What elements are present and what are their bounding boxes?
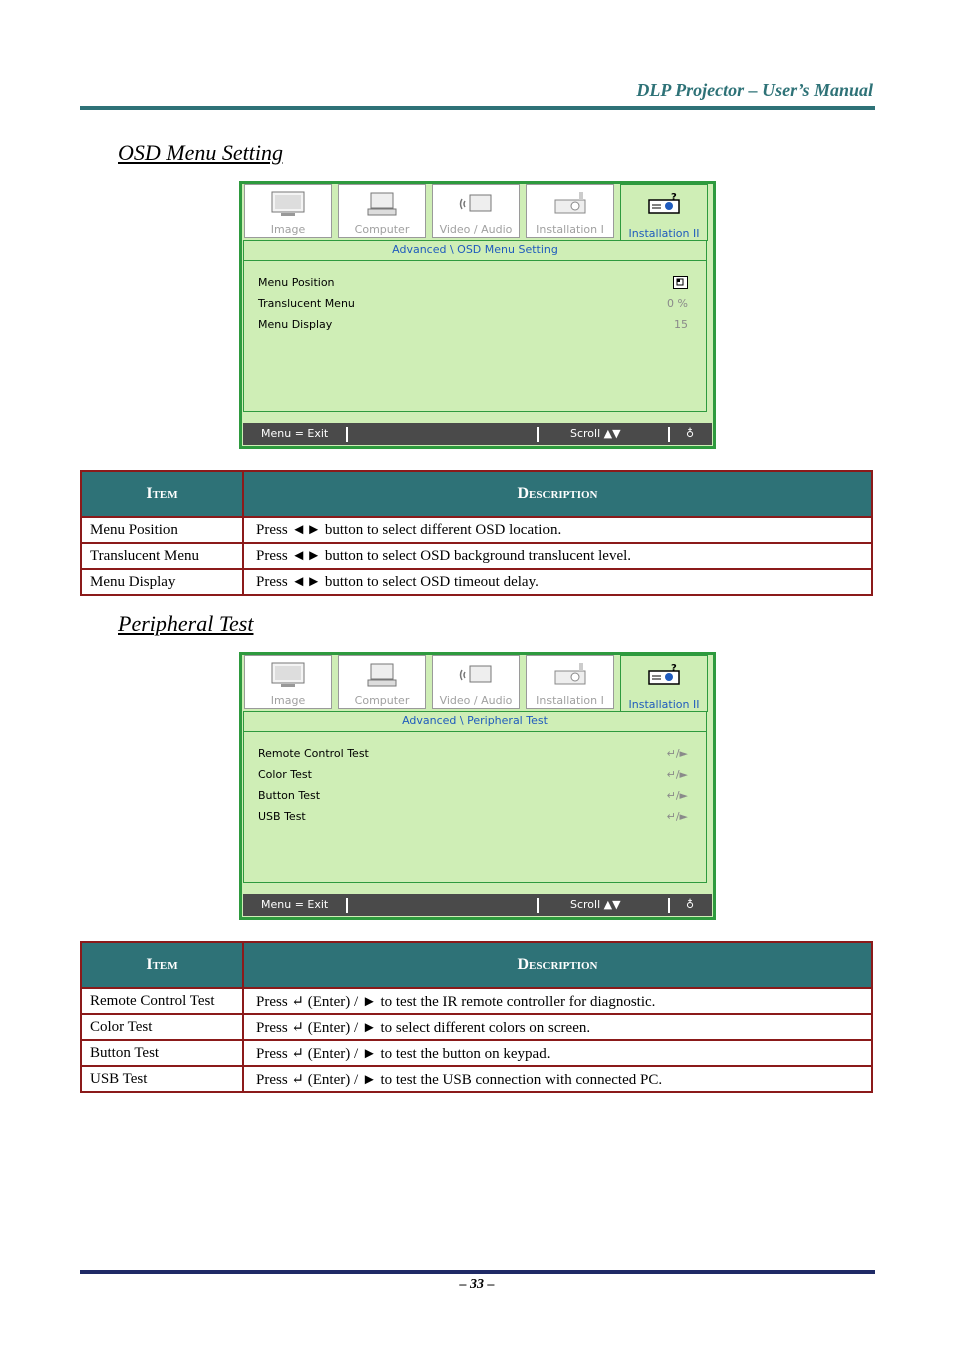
osd-tab-bar — [243, 655, 709, 711]
column-header-item: Item — [81, 471, 243, 517]
osd-row-menu-display[interactable]: Menu Display 15 — [258, 318, 688, 331]
computer-icon — [365, 191, 399, 217]
table-row: Button Test Press ↵ (Enter) / ► to test the button on keypad. — [81, 1040, 872, 1066]
tab-image[interactable]: Image — [244, 655, 332, 709]
monitor-icon — [271, 662, 305, 688]
tab-installation-1[interactable]: Installation I — [526, 655, 614, 709]
video-audio-icon — [459, 662, 493, 688]
osd-footer-bar — [243, 423, 712, 445]
page-header-title: DLP Projector – User’s Manual — [636, 80, 873, 100]
scroll-hint: Scroll ▲▼ — [570, 427, 621, 440]
computer-icon — [365, 662, 399, 688]
osd-menu-panel — [243, 240, 707, 412]
menu-exit-hint: Menu = Exit — [261, 427, 329, 440]
column-header-description: Description — [243, 942, 872, 988]
osd-breadcrumb: Advanced \ OSD Menu Setting — [392, 243, 558, 256]
osd-menu-setting-table — [80, 470, 873, 596]
enter-arrow-icon: ↵/► — [666, 768, 688, 781]
enter-arrow-icon: ↵/► — [666, 789, 688, 802]
projector-help-icon — [647, 662, 681, 688]
tab-installation-2[interactable]: ? Installation II — [620, 655, 708, 712]
svg-text:?: ? — [671, 663, 677, 674]
tab-computer[interactable]: Computer — [338, 655, 426, 709]
osd-row-translucent-menu[interactable]: Translucent Menu 0 % — [258, 297, 688, 310]
tab-video-audio[interactable]: Video / Audio — [432, 655, 520, 709]
lightbulb-icon: ♁ — [686, 898, 695, 911]
osd-tab-bar — [243, 184, 709, 240]
osd-row-usb-test[interactable]: USB Test ↵/► — [258, 810, 688, 823]
table-header-row — [81, 942, 872, 988]
projector-icon — [553, 191, 587, 217]
osd-footer-bar — [243, 894, 712, 916]
osd-screen-menu-setting — [239, 181, 716, 449]
osd-row-color-test[interactable]: Color Test ↵/► — [258, 768, 688, 781]
section-title-peripheral-test: Peripheral Test — [118, 611, 254, 636]
osd-breadcrumb: Advanced \ Peripheral Test — [402, 714, 548, 727]
table-row: Translucent Menu Press ◄► button to select OSD background translucent level. — [81, 543, 872, 569]
tab-computer[interactable]: Computer — [338, 184, 426, 238]
table-row: Menu Position Press ◄► button to select different OSD location. — [81, 517, 872, 543]
table-header-row — [81, 471, 872, 517]
tab-image[interactable]: Image — [244, 184, 332, 238]
osd-row-button-test[interactable]: Button Test ↵/► — [258, 789, 688, 802]
osd-row-remote-control-test[interactable]: Remote Control Test ↵/► — [258, 747, 688, 760]
tab-installation-2[interactable]: ? Installation II — [620, 184, 708, 241]
osd-menu-panel — [243, 711, 707, 883]
page-number: – 33 – — [459, 1277, 495, 1292]
column-header-item: Item — [81, 942, 243, 988]
menu-exit-hint: Menu = Exit — [261, 898, 329, 911]
section-title-osd-menu-setting: OSD Menu Setting — [118, 140, 283, 165]
table-row: Menu Display Press ◄► button to select OSD timeout delay. — [81, 569, 872, 595]
osd-row-menu-position[interactable]: Menu Position — [258, 276, 688, 294]
header-rule — [80, 106, 875, 110]
lightbulb-icon: ♁ — [686, 427, 695, 440]
projector-icon — [553, 662, 587, 688]
osd-screen-peripheral-test — [239, 652, 716, 920]
footer-rule — [80, 1270, 875, 1274]
menu-position-icon — [673, 276, 688, 292]
video-audio-icon — [459, 191, 493, 217]
table-row: Remote Control Test Press ↵ (Enter) / ► to test the IR remote controller for diagnostic. — [81, 988, 872, 1014]
enter-arrow-icon: ↵/► — [666, 810, 688, 823]
tab-video-audio[interactable]: Video / Audio — [432, 184, 520, 238]
projector-help-icon — [647, 191, 681, 217]
table-row: USB Test Press ↵ (Enter) / ► to test the USB connection with connected PC. — [81, 1066, 872, 1092]
monitor-icon — [271, 191, 305, 217]
tab-installation-1[interactable]: Installation I — [526, 184, 614, 238]
column-header-description: Description — [243, 471, 872, 517]
scroll-hint: Scroll ▲▼ — [570, 898, 621, 911]
enter-arrow-icon: ↵/► — [666, 747, 688, 760]
svg-text:?: ? — [671, 192, 677, 203]
table-row: Color Test Press ↵ (Enter) / ► to select different colors on screen. — [81, 1014, 872, 1040]
peripheral-test-table — [80, 941, 873, 1093]
